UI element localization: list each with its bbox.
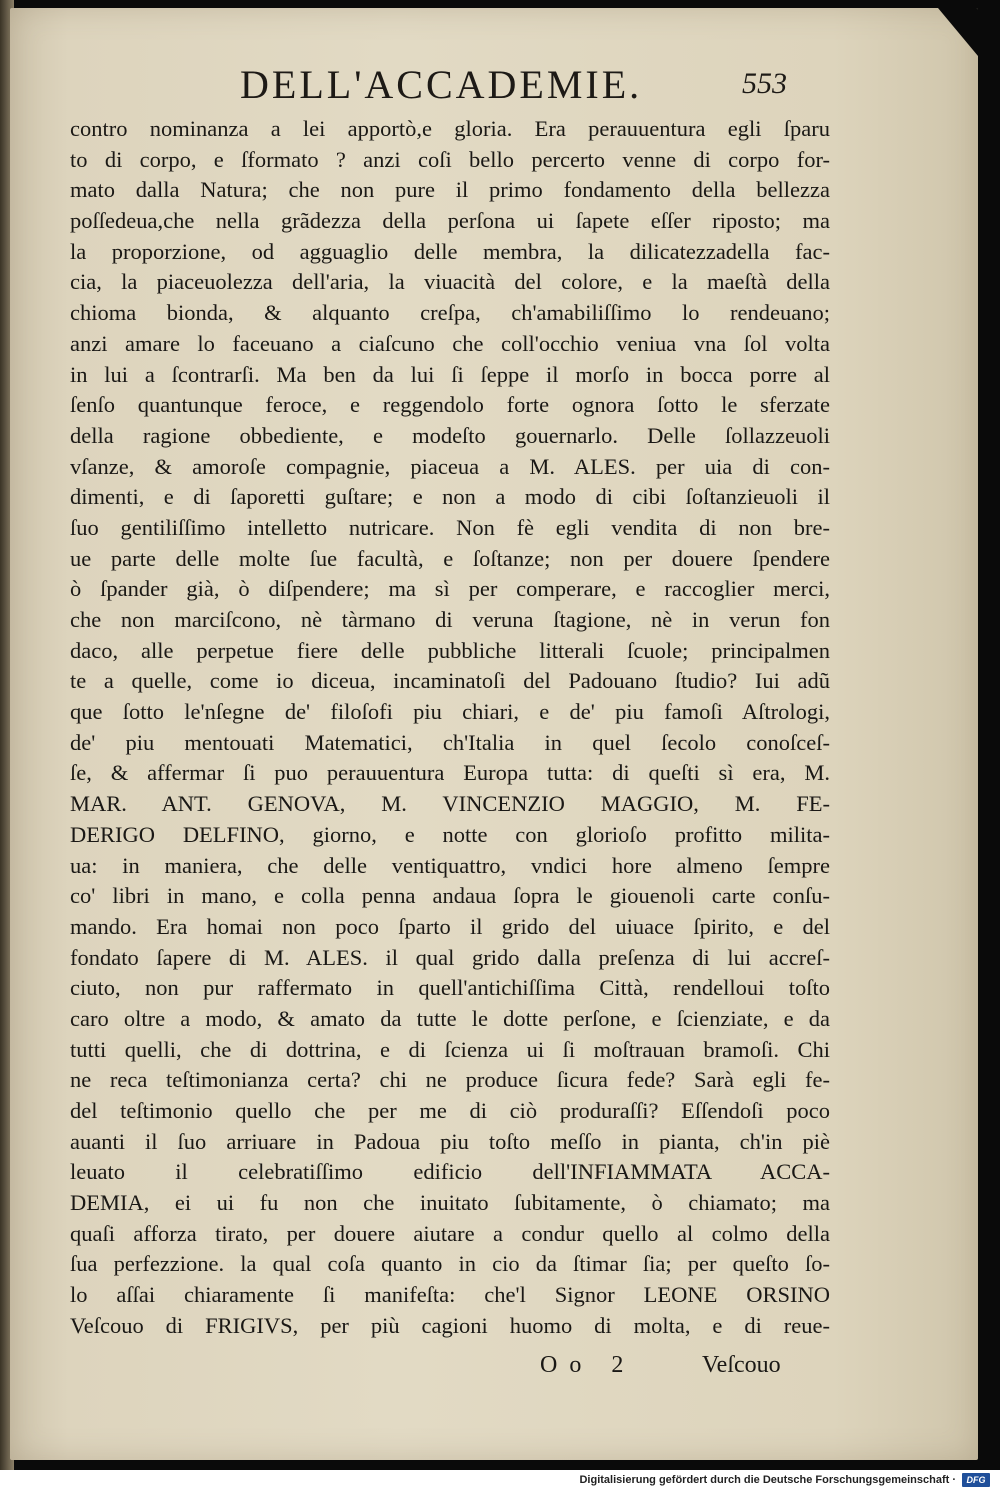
text-line: anzi amare lo faceuano a ciaſcuno che coll'occhio veniua vna ſol volta — [70, 330, 830, 356]
text-line: mando. Era homai non poco ſparto il grido del uiuace ſpirito, e del — [70, 913, 830, 939]
text-line: to di corpo, e ſformato ? anzi coſi bello percerto venne di corpo for- — [70, 146, 830, 172]
text-line: dimenti, e di ſaporetti guſtare; e non a modo di cibi ſoſtanzieuoli il — [70, 484, 830, 510]
text-line: la proporzione, od agguaglio delle membra, la dilicatezzadella fac- — [70, 238, 830, 264]
text-line: mato dalla Natura; che non pure il primo fondamento della bellezza — [70, 177, 830, 203]
text-line: te a quelle, come io diceua, incaminatoſi del Padouano ſtudio? Iui adũ — [70, 668, 830, 694]
text-line: leuato il celebratiſſimo edificio dell'INFIAMMATA ACCA- — [70, 1159, 830, 1185]
text-line: auanti il ſuo arriuare in Padoua piu toſto meſſo in pianta, ch'in piè — [70, 1128, 830, 1154]
text-line: della ragione obbediente, e modeſto gouernarlo. Delle ſollazzeuoli — [70, 422, 830, 448]
text-line: DERIGO DELFINO, giorno, e notte con glorioſo profitto milita- — [70, 821, 830, 847]
funding-credit: Digitalisierung gefördert durch die Deutsche Forschungsgemeinschaft · — [579, 1474, 956, 1486]
running-head: DELL'ACCADEMIE. — [240, 62, 643, 107]
text-line: daco, alle perpetue fiere delle pubbliche litterali ſcuole; principalmen — [70, 637, 830, 663]
text-line: che non marciſcono, nè tàrmano di veruna ſtagione, nè in verun fon — [70, 607, 830, 632]
page-header — [10, 60, 978, 110]
text-line: ne reca teſtimonianza certa? chi ne produce ſicura fede? Sarà egli fe- — [70, 1067, 830, 1093]
page-number: 553 — [742, 67, 787, 100]
book-page — [10, 8, 978, 1460]
text-line: que ſotto le'nſegne de' filoſofi piu chiari, e de' piu famoſi Aſtrologi, — [70, 699, 830, 725]
text-line: MAR. ANT. GENOVA, M. VINCENZIO MAGGIO, M. FE- — [70, 791, 830, 817]
text-body — [70, 114, 830, 1342]
text-line: ſua perfezzione. la qual coſa quanto in cio da ſtimar ſia; per queſto ſo- — [70, 1251, 830, 1277]
text-line: co' libri in mano, e colla penna andaua ſopra le giouenoli carte conſu- — [70, 883, 830, 909]
text-line: quaſi afforza tirato, per douere aiutare a condur quello al colmo della — [70, 1220, 830, 1246]
text-line: poſſedeua,che nella grãdezza della perſona ui ſapete eſſer riposto; ma — [70, 208, 830, 234]
text-line: ſuo gentiliſſimo intelletto nutricare. Non fè egli vendita di non bre- — [70, 514, 830, 540]
text-line: cia, la piaceuolezza dell'aria, la viuacità del colore, e la maeſtà della — [70, 269, 830, 295]
text-line: ò ſpander già, ò diſpendere; ma sì per comperare, e raccoglier merci, — [70, 576, 830, 602]
text-line: ciuto, non pur raffermato in quell'antichiſſima Città, rendelloui toſto — [70, 975, 830, 1001]
text-line: ue parte delle molte ſue facultà, e ſoſtanze; non per douere ſpendere — [70, 545, 830, 571]
text-line: lo aſſai chiaramente ſi manifeſta: che'l Signor LEONE ORSINO — [70, 1282, 830, 1308]
text-line: vſanze, & amoroſe compagnie, piaceua a M. ALES. per uia di con- — [70, 453, 830, 479]
text-line: tutti quelli, che di dottrina, e di ſcienza ui ſi moſtrauan bramoſi. Chi — [70, 1036, 830, 1062]
text-line: de' piu mentouati Matematici, ch'Italia in quel ſecolo conoſceſ- — [70, 729, 830, 755]
text-line: fondato ſapere di M. ALES. il qual grido dalla preſenza di lui accreſ- — [70, 944, 830, 970]
text-line: contro nominanza a lei apportò,e gloria. Era perauuentura egli ſparu — [70, 116, 830, 141]
text-line: chioma bionda, & alquanto creſpa, ch'amabiliſſimo lo rendeuano; — [70, 300, 830, 326]
text-line: ua: in maniera, che delle ventiquattro, vndici hore almeno ſempre — [70, 852, 830, 878]
text-line: ſenſo quantunque feroce, e reggendolo forte ognora ſotto le sferzate — [70, 392, 830, 418]
torn-page-corner — [938, 8, 978, 56]
page-footer — [10, 1348, 978, 1388]
text-line: DEMIA, ei ui fu non che inuitato ſubitamente, ò chiamato; ma — [70, 1190, 830, 1216]
text-line: ſe, & affermar ſi puo perauuentura Europa tutta: di queſti sì era, M. — [70, 760, 830, 786]
dfg-logo-icon: DFG — [962, 1473, 990, 1487]
text-line: del teſtimonio quello che per me di ciò produraſſi? Eſſendoſi poco — [70, 1098, 830, 1123]
signature-mark: Oo 2 — [540, 1352, 636, 1378]
text-line: Veſcouo di FRIGIVS, per più cagioni huomo di molta, e di reue- — [70, 1312, 830, 1338]
text-line: in lui a ſcontrarſi. Ma ben da lui ſi ſeppe il morſo in bocca porre al — [70, 361, 830, 387]
credit-bar — [0, 1470, 1000, 1491]
catchword: Veſcouo — [702, 1352, 781, 1378]
text-line: caro oltre a modo, & amato da tutte le dotte perſone, e ſcienziate, e da — [70, 1005, 830, 1031]
